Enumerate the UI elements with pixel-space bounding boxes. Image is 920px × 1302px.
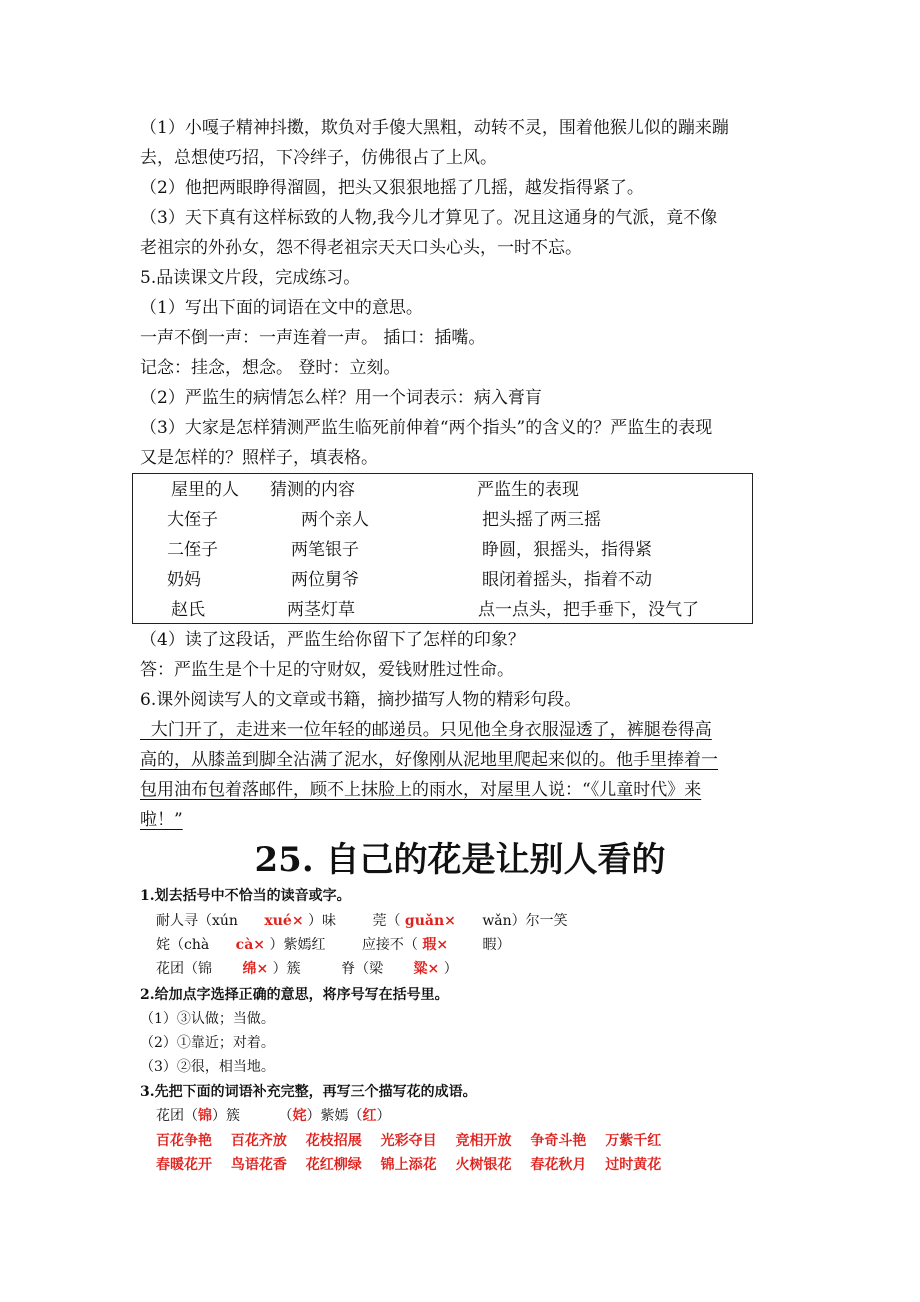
l25-q2-item-2: （2）①靠近；对着。 (140, 1035, 275, 1051)
table-cell: 赵氏 (171, 600, 205, 620)
q1-text: 姹（chà (156, 937, 210, 953)
q4-item-line-5: 老祖宗的外孙女，怨不得老祖宗天天口头心头，一时不忘。 (140, 238, 582, 258)
table-cell: 两位舅爷 (291, 570, 359, 590)
idiom: 春花秋月 (530, 1157, 587, 1173)
idiom: 竞相开放 (455, 1133, 512, 1149)
q3-answer: 锦 (198, 1108, 212, 1124)
l25-q1-row-2 (156, 936, 511, 954)
table-header-behavior: 严监生的表现 (477, 480, 579, 500)
idiom: 锦上添花 (380, 1157, 437, 1173)
table-cell: 把头摇了两三摇 (482, 510, 601, 530)
q3-text: ）紫嫣（ (306, 1108, 363, 1124)
q1-text: 耐人寻（xún (156, 913, 238, 929)
q6-passage-line-2: 高的，从膝盖到脚全沾满了泥水，好像刚从泥地里爬起来似的。他手里捧着一 (140, 750, 718, 770)
l25-q1-title: 1.划去括号中不恰当的读音或字。 (140, 888, 351, 904)
q3-text: （ (278, 1108, 293, 1124)
idiom: 鸟语花香 (230, 1157, 287, 1173)
q1-crossed-answer: guǎn× (404, 913, 456, 929)
q5-1-prompt: （1）写出下面的词语在文中的意思。 (140, 298, 423, 318)
q6-title: 6.课外阅读写人的文章或书籍，摘抄描写人物的精彩句段。 (140, 690, 582, 710)
q5-1-answer-line-1: 一声不倒一声：一声连着一声。 插口：插嘴。 (140, 328, 486, 348)
q1-crossed-answer: cà× (235, 937, 265, 953)
idioms-row-2 (156, 1156, 661, 1174)
l25-q2-title: 2.给加点字选择正确的意思，将序号写在括号里。 (140, 987, 449, 1003)
q1-text: 脊（梁 (341, 961, 384, 977)
q4-item-line-4: （3）天下真有这样标致的人物,我今儿才算见了。况且这通身的气派，竟不像 (140, 208, 718, 228)
table-cell: 奶妈 (167, 570, 201, 590)
q5-1-answer-line-2: 记念：挂念，想念。 登时：立刻。 (140, 358, 401, 378)
idiom: 花红柳绿 (305, 1157, 362, 1173)
q1-crossed-answer: 瑕× (422, 937, 449, 953)
table-header-guess: 猜测的内容 (270, 480, 355, 500)
q5-4: （4）读了这段话，严监生给你留下了怎样的印象？ (140, 630, 525, 650)
q1-crossed-answer: 绵× (242, 961, 269, 977)
q5-3-line-1: （3）大家是怎样猜测严监生临死前伸着“两个指头”的含义的？严监生的表现 (140, 418, 713, 438)
q1-text: ）簇 (272, 961, 301, 977)
q6-passage-line-3: 包用油布包着落邮件，顾不上抹脸上的雨水，对屋里人说：“《儿童时代》来 (140, 780, 702, 800)
q3-answer: 红 (362, 1108, 377, 1124)
q1-crossed-answer: 粱× (413, 961, 440, 977)
q1-text: 应接不（ (361, 937, 418, 953)
idiom: 火树银花 (455, 1157, 512, 1173)
q1-text: 莞（ (372, 913, 401, 929)
idiom: 春暖花开 (156, 1157, 212, 1173)
lesson-title: 25. 自己的花是让别人看的 (254, 840, 666, 880)
q1-text: 花团（锦 (156, 961, 212, 977)
q5-4-answer: 答：严监生是个十足的守财奴，爱钱财胜过性命。 (140, 660, 514, 680)
idiom: 争奇斗艳 (530, 1133, 587, 1149)
idiom: 百花争艳 (156, 1133, 212, 1149)
idioms-row-1 (156, 1132, 661, 1150)
idiom: 过时黄花 (605, 1157, 662, 1173)
q1-text: 暇） (482, 937, 511, 953)
l25-q2-item-1: （1）③认做；当做。 (140, 1011, 275, 1027)
q1-crossed-answer: xué× (264, 913, 304, 929)
q6-passage-line-4: 啦！” (140, 810, 183, 830)
guess-table (132, 473, 753, 624)
idiom: 光彩夺目 (380, 1133, 437, 1149)
q4-item-line-2: 去，总想使巧招，下冷绊子，仿佛很占了上风。 (140, 148, 497, 168)
q5-3-line-2: 又是怎样的？照样子，填表格。 (140, 448, 378, 468)
idiom: 百花齐放 (230, 1133, 287, 1149)
table-header-person: 屋里的人 (171, 480, 239, 500)
l25-q3-fill (156, 1107, 390, 1125)
table-cell: 大侄子 (167, 510, 218, 530)
q1-text: ）紫嫣红 (269, 937, 326, 953)
table-cell: 两茎灯草 (287, 600, 355, 620)
q1-text: ）味 (308, 913, 337, 929)
table-cell: 睁圆，狠摇头，指得紧 (482, 540, 652, 560)
q5-2: （2）严监生的病情怎么样？用一个词表示：病入膏肓 (140, 388, 542, 408)
l25-q1-row-1 (156, 912, 568, 930)
q4-item-line-1: （1）小嘎子精神抖擞，欺负对手傻大黑粗，动转不灵，围着他猴儿似的蹦来蹦 (140, 118, 729, 138)
idiom: 万紫千红 (605, 1133, 662, 1149)
idiom: 花枝招展 (305, 1133, 362, 1149)
table-cell: 两个亲人 (301, 510, 369, 530)
table-cell: 两笔银子 (291, 540, 359, 560)
q4-item-line-3: （2）他把两眼睁得溜圆，把头又狠狠地摇了几摇，越发指得紧了。 (140, 178, 644, 198)
q3-text: ） (376, 1108, 391, 1124)
q5-title: 5.品读课文片段，完成练习。 (140, 268, 361, 288)
q1-text: wǎn）尔一笑 (482, 913, 568, 929)
table-cell: 眼闭着摇头，指着不动 (482, 570, 652, 590)
table-cell: 二侄子 (167, 540, 218, 560)
q3-text: 花团（ (156, 1108, 198, 1124)
table-cell: 点一点头，把手垂下，没气了 (478, 600, 699, 620)
l25-q3-title: 3.先把下面的词语补充完整，再写三个描写花的成语。 (140, 1084, 477, 1100)
l25-q2-item-3: （3）②很，相当地。 (140, 1059, 275, 1075)
q3-text: ）簇 (212, 1108, 240, 1124)
q3-answer: 姹 (292, 1108, 307, 1124)
q1-text: ） (443, 961, 458, 977)
l25-q1-row-3 (156, 960, 458, 978)
q6-passage-line-1: 大门开了，走进来一位年轻的邮递员。只见他全身衣服湿透了，裤腿卷得高 (140, 720, 712, 740)
